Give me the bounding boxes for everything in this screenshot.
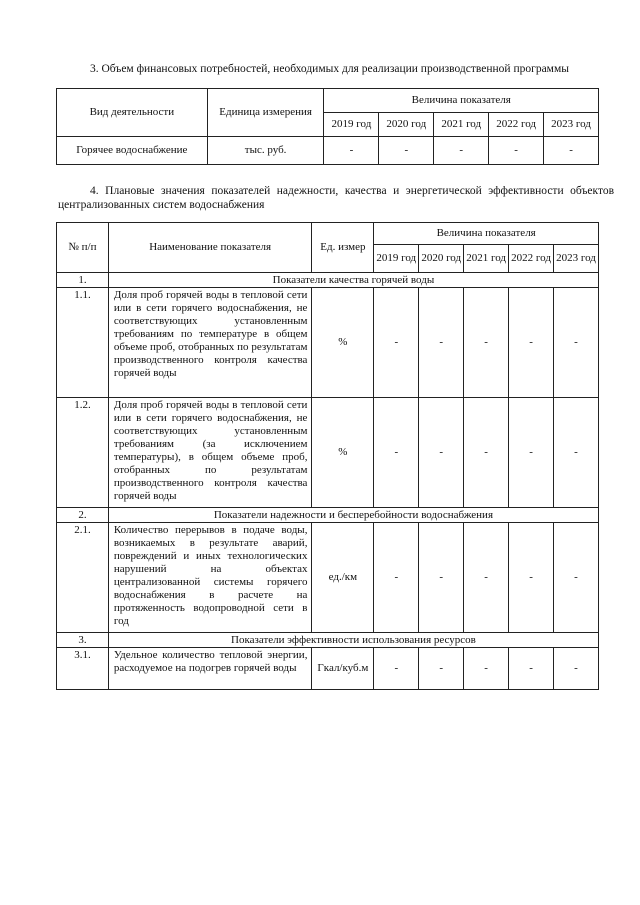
value-cell: - <box>489 137 544 165</box>
row-name: Количество перерывов в подаче воды, возникаемых в результате аварий, повреждений и иных технологических нарушений на объектах централизованной системы горячего водоснабжения в расчете на протяженность водопроводной сети в год <box>108 523 312 633</box>
value-cell: - <box>434 137 489 165</box>
value-cell: - <box>419 648 464 690</box>
value-cell: - <box>554 648 599 690</box>
value-cell: - <box>374 648 419 690</box>
group-title: Показатели эффективности использования ресурсов <box>108 633 598 648</box>
header-year: 2021 год <box>464 245 509 273</box>
unit-cell: тыс. руб. <box>207 137 324 165</box>
financial-needs-table <box>56 88 599 165</box>
group-row <box>57 633 599 648</box>
value-cell: - <box>464 288 509 398</box>
value-cell: - <box>464 523 509 633</box>
group-num: 1. <box>57 273 109 288</box>
section-3-title: 3. Объем финансовых потребностей, необходимых для реализации производственной программы <box>90 63 569 75</box>
header-year: 2020 год <box>379 113 434 137</box>
header-value: Величина показателя <box>324 89 599 113</box>
row-num: 1.1. <box>57 288 109 398</box>
indicators-table <box>56 222 599 690</box>
header-activity: Вид деятельности <box>57 89 208 137</box>
value-cell: - <box>554 398 599 508</box>
group-num: 2. <box>57 508 109 523</box>
value-cell: - <box>379 137 434 165</box>
value-cell: - <box>419 288 464 398</box>
header-num: № п/п <box>57 223 109 273</box>
row-unit: ед./км <box>312 523 374 633</box>
value-cell: - <box>374 523 419 633</box>
header-year: 2020 год <box>419 245 464 273</box>
row-name: Удельное количество тепловой энергии, расходуемое на подогрев горячей воды <box>108 648 312 690</box>
header-year: 2019 год <box>374 245 419 273</box>
header-year: 2023 год <box>544 113 599 137</box>
value-cell: - <box>324 137 379 165</box>
header-year: 2023 год <box>554 245 599 273</box>
header-year: 2022 год <box>509 245 554 273</box>
value-cell: - <box>464 398 509 508</box>
table-row <box>57 137 599 165</box>
group-row <box>57 273 599 288</box>
row-num: 1.2. <box>57 398 109 508</box>
row-name: Доля проб горячей воды в тепловой сети или в сети горячего водоснабжения, не соответствующих установленным требованиям по температуре в общем объеме проб, отобранных по результатам производственного контроля качества горячей воды <box>108 288 312 398</box>
group-title: Показатели надежности и бесперебойности водоснабжения <box>108 508 598 523</box>
header-unit: Ед. измер <box>312 223 374 273</box>
row-num: 3.1. <box>57 648 109 690</box>
value-cell: - <box>554 288 599 398</box>
section-4-title: 4. Плановые значения показателей надежности, качества и энергетической эффективности объектов централизованных систем водоснабжения <box>58 185 614 211</box>
header-value: Величина показателя <box>374 223 599 245</box>
header-unit: Единица измерения <box>207 89 324 137</box>
value-cell: - <box>419 523 464 633</box>
value-cell: - <box>509 288 554 398</box>
row-unit: % <box>312 288 374 398</box>
value-cell: - <box>374 288 419 398</box>
table-row <box>57 398 599 508</box>
group-title: Показатели качества горячей воды <box>108 273 598 288</box>
row-num: 2.1. <box>57 523 109 633</box>
value-cell: - <box>374 398 419 508</box>
table-row <box>57 523 599 633</box>
value-cell: - <box>509 523 554 633</box>
header-name: Наименование показателя <box>108 223 312 273</box>
table-row <box>57 288 599 398</box>
row-unit: Гкал/куб.м <box>312 648 374 690</box>
value-cell: - <box>509 648 554 690</box>
value-cell: - <box>419 398 464 508</box>
header-year: 2019 год <box>324 113 379 137</box>
activity-cell: Горячее водоснабжение <box>57 137 208 165</box>
value-cell: - <box>544 137 599 165</box>
table-row <box>57 648 599 690</box>
group-row <box>57 508 599 523</box>
header-year: 2022 год <box>489 113 544 137</box>
value-cell: - <box>464 648 509 690</box>
row-unit: % <box>312 398 374 508</box>
value-cell: - <box>509 398 554 508</box>
value-cell: - <box>554 523 599 633</box>
header-year: 2021 год <box>434 113 489 137</box>
row-name: Доля проб горячей воды в тепловой сети или в сети горячего водоснабжения, не соответствующих установленным требованиям (за исключением температуры), в общем объеме проб, отобранных по результатам производственного контроля качества горячей воды <box>108 398 312 508</box>
group-num: 3. <box>57 633 109 648</box>
